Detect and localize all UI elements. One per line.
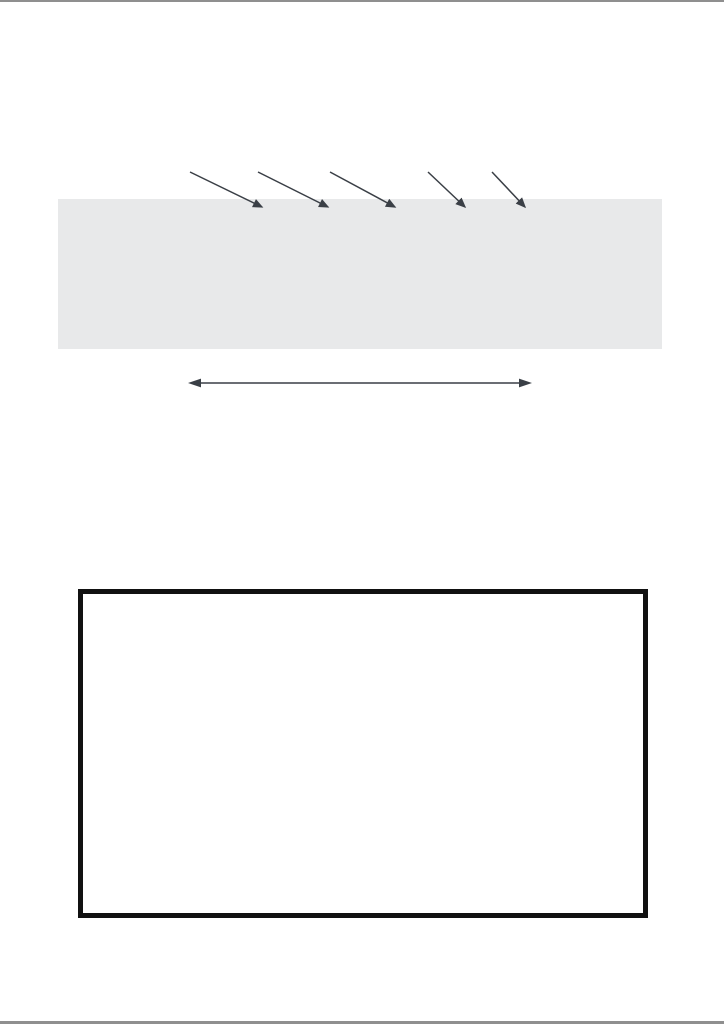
lip-configuration-table [78,589,648,918]
seal-profile-band [58,199,662,349]
double-arrow-icon [180,374,540,392]
